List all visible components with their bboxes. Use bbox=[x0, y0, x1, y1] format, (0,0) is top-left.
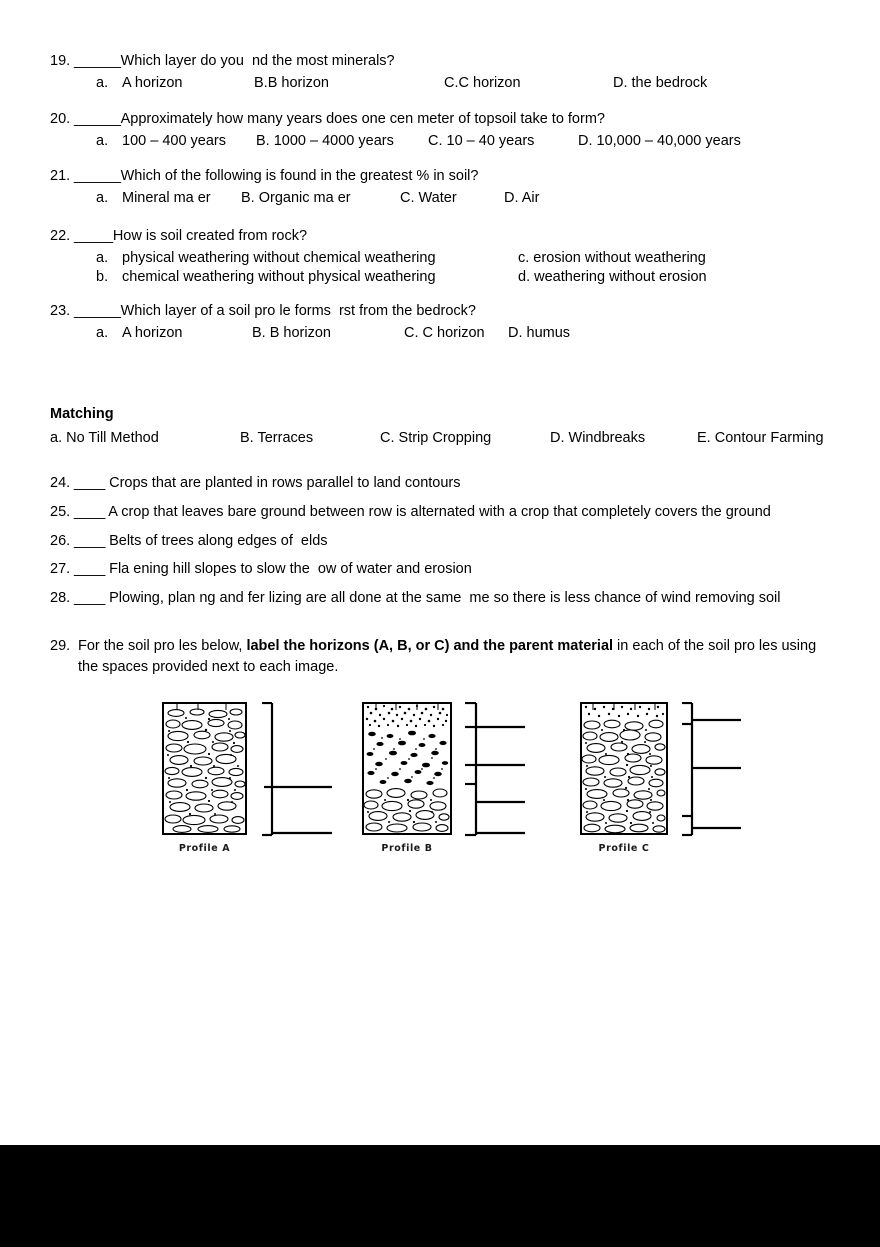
matching-item-24-text: Crops that are planted in rows parallel to land contours bbox=[105, 475, 461, 491]
option-23-b[interactable]: B. B horizon bbox=[252, 325, 331, 341]
question-23-options bbox=[50, 324, 850, 343]
question-19-options bbox=[50, 74, 850, 93]
question-29 bbox=[50, 636, 840, 678]
option-21-a[interactable]: Mineral ma er bbox=[122, 190, 211, 206]
surface-vegetation-a bbox=[164, 702, 245, 709]
surface-vegetation-b bbox=[364, 702, 450, 709]
option-19-a-label: a. bbox=[96, 75, 109, 91]
question-23-text: Which layer of a soil pro le forms rst from the bedrock? bbox=[120, 303, 476, 319]
option-20-a-label: a. bbox=[96, 133, 109, 149]
question-20-prompt bbox=[50, 110, 850, 129]
matching-item-28 bbox=[50, 589, 860, 608]
matching-item-27-number: 27. bbox=[50, 561, 71, 577]
soil-profile-a-box bbox=[162, 702, 247, 835]
matching-item-24 bbox=[50, 474, 860, 493]
option-22-d[interactable]: d. weathering without erosion bbox=[518, 269, 707, 285]
option-19-a[interactable]: A horizon bbox=[122, 75, 183, 91]
question-29-bold-instruction: label the horizons (A, B, or C) and the parent material bbox=[246, 638, 614, 654]
question-21 bbox=[50, 167, 850, 208]
question-22-text: How is soil created from rock? bbox=[112, 228, 308, 244]
question-23 bbox=[50, 302, 850, 343]
question-20-text: Approximately how many years does one cen meter of topsoil take to form? bbox=[120, 111, 605, 127]
soil-profile-figures bbox=[0, 688, 880, 853]
question-22-blank[interactable]: _____ bbox=[74, 228, 113, 244]
horizon-bracket-b bbox=[463, 702, 573, 844]
soil-profile-c-box bbox=[580, 702, 668, 835]
page-footer-band bbox=[0, 1145, 880, 1247]
soil-texture-b bbox=[364, 704, 450, 833]
matching-item-26-text: Belts of trees along edges of elds bbox=[105, 533, 328, 549]
option-22-a-label: a. bbox=[96, 250, 109, 266]
soil-texture-a bbox=[164, 704, 245, 833]
question-22 bbox=[50, 227, 850, 287]
matching-heading: Matching bbox=[50, 406, 114, 422]
option-19-d[interactable]: D. the bedrock bbox=[613, 75, 708, 91]
question-22-prompt bbox=[50, 227, 850, 246]
matching-choice-d[interactable]: D. Windbreaks bbox=[550, 430, 646, 446]
option-22-a[interactable]: physical weathering without chemical weathering bbox=[122, 250, 436, 266]
surface-vegetation-c bbox=[582, 702, 666, 709]
matching-choice-a[interactable]: a. No Till Method bbox=[50, 430, 159, 446]
figure-caption-a: Profile A bbox=[178, 843, 231, 854]
question-29-text-before: For the soil pro les below, bbox=[78, 638, 247, 654]
question-19-prompt bbox=[50, 52, 850, 71]
matching-item-24-number: 24. bbox=[50, 475, 71, 491]
matching-choice-e[interactable]: E. Contour Farming bbox=[697, 430, 824, 446]
matching-item-27-blank[interactable]: ____ bbox=[74, 561, 106, 577]
matching-item-27-text: Fla ening hill slopes to slow the ow of water and erosion bbox=[105, 561, 472, 577]
matching-item-25-text: A crop that leaves bare ground between row is alternated with a crop that completely covers the ground bbox=[105, 504, 771, 520]
question-19-number: 19. bbox=[50, 53, 71, 69]
question-20-number: 20. bbox=[50, 111, 71, 127]
question-22-number: 22. bbox=[50, 228, 71, 244]
question-19 bbox=[50, 52, 850, 93]
matching-item-28-text: Plowing, plan ng and fer lizing are all done at the same me so there is less chance of wind removing soil bbox=[105, 590, 781, 606]
option-21-b[interactable]: B. Organic ma er bbox=[241, 190, 351, 206]
question-29-number: 29. bbox=[50, 638, 71, 654]
option-23-d[interactable]: D. humus bbox=[508, 325, 571, 341]
matching-item-26-number: 26. bbox=[50, 533, 71, 549]
soil-texture-c bbox=[582, 704, 666, 833]
matching-item-28-number: 28. bbox=[50, 590, 71, 606]
option-21-c[interactable]: C. Water bbox=[400, 190, 457, 206]
question-23-prompt bbox=[50, 302, 850, 321]
matching-choices bbox=[50, 429, 850, 448]
question-29-text bbox=[78, 636, 840, 678]
option-19-c[interactable]: C.C horizon bbox=[444, 75, 521, 91]
question-21-number: 21. bbox=[50, 168, 71, 184]
option-23-a[interactable]: A horizon bbox=[122, 325, 183, 341]
question-20-blank[interactable]: ______ bbox=[74, 111, 121, 127]
question-21-options bbox=[50, 189, 850, 208]
question-19-text: Which layer do you nd the most minerals? bbox=[120, 53, 395, 69]
question-19-blank[interactable]: ______ bbox=[74, 53, 121, 69]
figure-caption-c: Profile C bbox=[598, 843, 650, 854]
option-22-c[interactable]: c. erosion without weathering bbox=[518, 250, 706, 266]
question-22-options-row1 bbox=[50, 249, 850, 268]
question-23-number: 23. bbox=[50, 303, 71, 319]
option-22-b-label: b. bbox=[96, 269, 109, 285]
option-21-d[interactable]: D. Air bbox=[504, 190, 540, 206]
horizon-bracket-c bbox=[679, 702, 789, 844]
soil-profile-b-box bbox=[362, 702, 452, 835]
question-29-text-after: in each of the soil pro les using the spaces provided next to each image. bbox=[78, 638, 817, 675]
question-20-options bbox=[50, 132, 850, 151]
option-23-c[interactable]: C. C horizon bbox=[404, 325, 485, 341]
option-20-d[interactable]: D. 10,000 – 40,000 years bbox=[578, 133, 741, 149]
option-21-a-label: a. bbox=[96, 190, 109, 206]
matching-choice-b[interactable]: B. Terraces bbox=[240, 430, 314, 446]
option-20-c[interactable]: C. 10 – 40 years bbox=[428, 133, 535, 149]
matching-item-25-number: 25. bbox=[50, 504, 71, 520]
question-23-blank[interactable]: ______ bbox=[74, 303, 121, 319]
question-20 bbox=[50, 110, 850, 151]
question-22-options-row2 bbox=[50, 268, 850, 287]
option-20-a[interactable]: 100 – 400 years bbox=[122, 133, 226, 149]
matching-item-24-blank[interactable]: ____ bbox=[74, 475, 106, 491]
option-20-b[interactable]: B. 1000 – 4000 years bbox=[256, 133, 394, 149]
question-21-prompt bbox=[50, 167, 850, 186]
option-19-b[interactable]: B.B horizon bbox=[254, 75, 329, 91]
matching-item-25 bbox=[50, 503, 860, 522]
matching-item-27 bbox=[50, 560, 860, 579]
matching-item-26-blank[interactable]: ____ bbox=[74, 533, 106, 549]
matching-item-28-blank[interactable]: ____ bbox=[74, 590, 106, 606]
question-21-blank[interactable]: ______ bbox=[74, 168, 121, 184]
figure-caption-b: Profile B bbox=[381, 843, 433, 854]
option-23-a-label: a. bbox=[96, 325, 109, 341]
option-22-b[interactable]: chemical weathering without physical weathering bbox=[122, 269, 436, 285]
matching-choice-c[interactable]: C. Strip Cropping bbox=[380, 430, 492, 446]
question-21-text: Which of the following is found in the greatest % in soil? bbox=[120, 168, 479, 184]
matching-item-25-blank[interactable]: ____ bbox=[74, 504, 106, 520]
matching-item-26 bbox=[50, 532, 860, 551]
